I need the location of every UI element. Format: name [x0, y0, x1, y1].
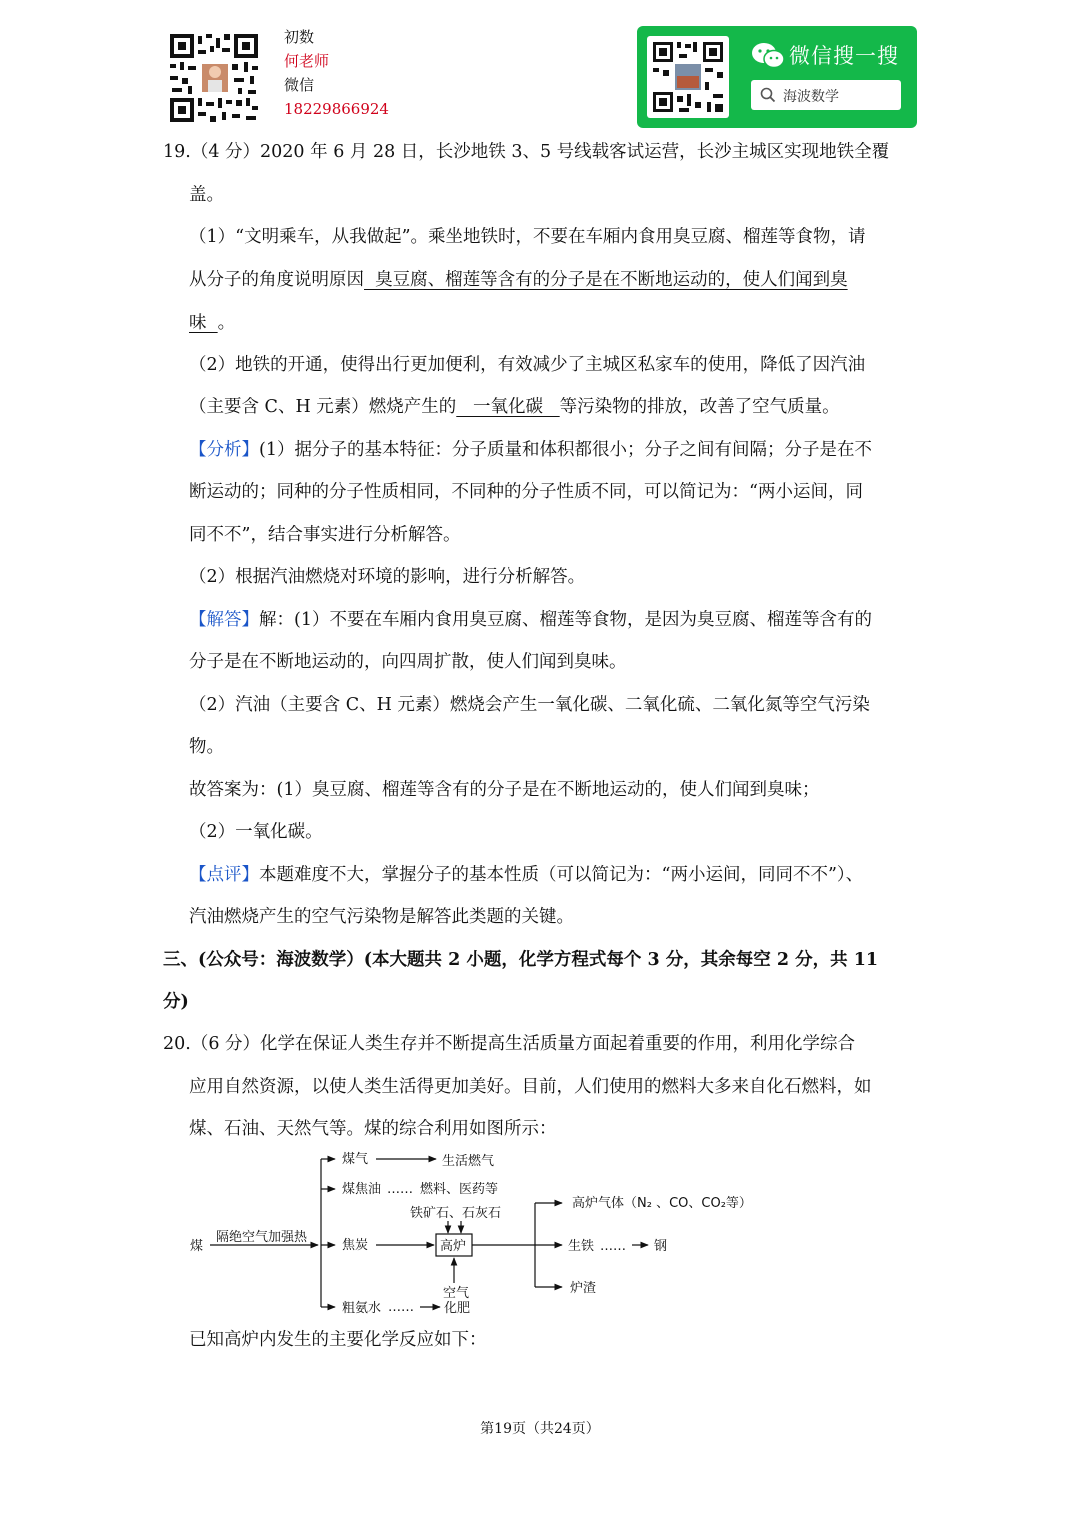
- q19-part2-answer: 一氧化碳: [456, 397, 560, 417]
- qr-code-left: [168, 32, 260, 124]
- analysis-line2: 断运动的；同种的分子性质相同，不同种的分子性质不同，可以简记为：“两小运间，同: [189, 482, 863, 502]
- solution-line4: 物。: [189, 737, 224, 757]
- diagram-slag: 炉渣: [570, 1281, 597, 1296]
- header-teacher-name: 何老师: [284, 52, 330, 70]
- diagram-fuel-medicine: 燃料、医药等: [420, 1182, 499, 1197]
- diagram-pig-iron: 生铁: [568, 1239, 595, 1254]
- solution-tag: 【解答】: [189, 610, 259, 630]
- q19-part1-prefix: 从分子的角度说明原因: [189, 270, 364, 290]
- comment-line2: 汽油燃烧产生的空气污染物是解答此类题的关键。: [189, 907, 574, 927]
- q19-part2-line2: [189, 392, 840, 422]
- diagram-ore: 铁矿石、石灰石: [410, 1206, 502, 1221]
- wechat-search-banner: [637, 26, 917, 128]
- wechat-search-box: [751, 80, 901, 110]
- q20-after-diagram: 已知高炉内发生的主要化学反应如下：: [189, 1330, 487, 1350]
- q19-part1-line1: （1）“文明乘车，从我做起”。乘坐地铁时，不要在车厢内食用臭豆腐、榴莲等食物，请: [189, 227, 866, 247]
- coal-utilization-diagram: [180, 1145, 780, 1325]
- q19-part1-line2: [189, 265, 848, 295]
- search-icon: [760, 87, 776, 107]
- analysis-line4: （2）根据汽油燃烧对环境的影响，进行分析解答。: [189, 567, 586, 587]
- section3-heading-line2: 分): [163, 992, 189, 1012]
- diagram-fertilizer: 化肥: [444, 1301, 471, 1316]
- wechat-search-title: 微信搜一搜: [789, 44, 899, 68]
- solution-line2: 分子是在不断地运动的，向四周扩散，使人们闻到臭味。: [189, 652, 627, 672]
- q19-intro-line1: 19.（4 分）2020 年 6 月 28 日，长沙地铁 3、5 号线载客试运营，长沙主城区实现地铁全覆: [163, 142, 890, 162]
- comment-text1: 本题难度不大，掌握分子的基本性质（可以简记为：“两小运间，同同不不”）、: [259, 865, 864, 885]
- diagram-steel: 钢: [654, 1239, 668, 1254]
- diagram-air: 空气: [443, 1286, 470, 1301]
- page-number: 第19页（共24页）: [480, 1421, 600, 1437]
- diagram-dots-ammonia: ……: [388, 1300, 414, 1315]
- analysis-line3: 同不不”，结合事实进行分析解答。: [189, 525, 461, 545]
- solution-line1: [189, 605, 872, 635]
- q19-intro-line2: 盖。: [189, 185, 224, 205]
- section3-heading-line1: 三、(公众号：海波数学）(本大题共 2 小题，化学方程式每个 3 分，其余每空 2 分，共 11: [163, 950, 879, 970]
- diagram-coal: 煤: [190, 1239, 204, 1254]
- comment-tag: 【点评】: [189, 865, 259, 885]
- q20-line3: 煤、石油、天然气等。煤的综合利用如图所示：: [189, 1119, 557, 1139]
- header-label-wechat: 微信: [284, 76, 315, 94]
- comment-line1: [189, 860, 863, 890]
- q19-part2-line1: （2）地铁的开通，使得出行更加便利，有效减少了主城区私家车的使用，降低了因汽油: [189, 355, 866, 375]
- q19-part2-prefix: （主要含 C、H 元素）燃烧产生的: [189, 397, 457, 417]
- diagram-furnace-gas: 高炉气体（N₂ 、CO、CO₂等）: [572, 1196, 752, 1211]
- qr-code-right: [647, 36, 729, 118]
- header-phone: 18229866924: [284, 100, 389, 118]
- diagram-dots-tar: ……: [387, 1182, 413, 1197]
- solution-text1: 解：(1）不要在车厢内食用臭豆腐、榴莲等食物，是因为臭豆腐、榴莲等含有的: [259, 610, 872, 630]
- analysis-line1: [189, 435, 872, 465]
- diagram-ammonia: 粗氨水: [342, 1301, 382, 1316]
- analysis-text1: (1）据分子的基本特征：分子质量和体积都很小；分子之间有间隔；分子是在不: [259, 440, 872, 460]
- q20-line2: 应用自然资源，以使人类生活得更加美好。目前，人们使用的燃料大多来自化石燃料，如: [189, 1077, 872, 1097]
- diagram-dots-iron: ……: [600, 1239, 626, 1254]
- diagram-coal-tar: 煤焦油: [342, 1182, 382, 1197]
- analysis-tag: 【分析】: [189, 440, 259, 460]
- diagram-furnace: 高炉: [440, 1239, 467, 1254]
- q20-line1: 20.（6 分）化学在保证人类生存并不断提高生活质量方面起着重要的作用，利用化学综合: [163, 1034, 856, 1054]
- diagram-coke: 焦炭: [342, 1238, 369, 1253]
- q19-part1-suffix: 。: [217, 313, 236, 333]
- q19-part1-line3: [189, 308, 235, 338]
- diagram-domestic-gas: 生活燃气: [442, 1154, 495, 1169]
- answer-line2: （2）一氧化碳。: [189, 822, 323, 842]
- q19-part1-answer-b: 味: [189, 313, 218, 333]
- diagram-coal-gas: 煤气: [342, 1152, 369, 1167]
- header-label-subject: 初数: [284, 28, 315, 46]
- diagram-process: 隔绝空气加强热: [216, 1230, 308, 1245]
- solution-line3: （2）汽油（主要含 C、H 元素）燃烧会产生一氧化碳、二氧化硫、二氧化氮等空气污染: [189, 695, 870, 715]
- q19-part1-answer-a: 臭豆腐、榴莲等含有的分子是在不断地运动的，使人们闻到臭: [364, 270, 848, 290]
- answer-line1: 故答案为：(1）臭豆腐、榴莲等含有的分子是在不断地运动的，使人们闻到臭味；: [189, 780, 820, 800]
- wechat-search-text: 海波数学: [783, 89, 839, 105]
- q19-part2-suffix: 等污染物的排放，改善了空气质量。: [559, 397, 840, 417]
- wechat-icon: [751, 42, 785, 74]
